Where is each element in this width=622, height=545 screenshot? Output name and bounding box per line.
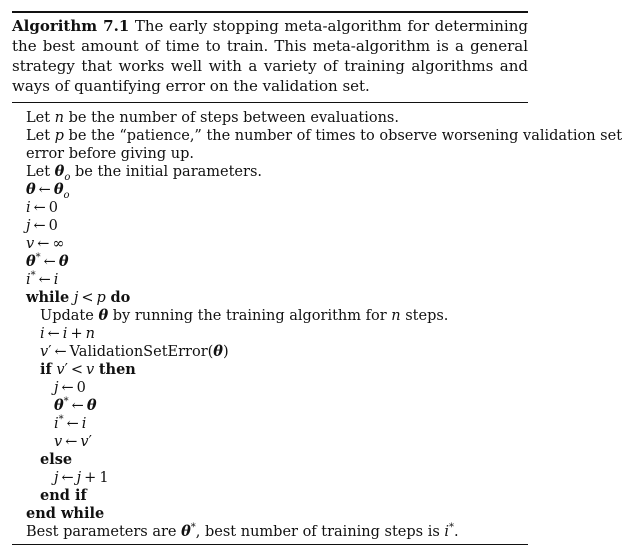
var-j: j (54, 470, 59, 486)
theta-symbol: θ (98, 307, 109, 324)
arrow: ← (43, 254, 56, 270)
text: . (454, 524, 459, 540)
line-let-theta (26, 163, 528, 181)
text: error before giving up. (26, 146, 195, 162)
plus: + (84, 470, 97, 486)
var-v: v (56, 362, 65, 378)
theta-symbol: θ (213, 343, 223, 360)
theta-symbol: θ (54, 163, 65, 180)
arrow: ← (65, 434, 78, 450)
line-let-p-cont (26, 145, 528, 163)
var-i: i (54, 416, 59, 432)
prime: ′ (88, 434, 92, 450)
line-j-increment (26, 469, 528, 487)
arrow: ← (66, 416, 79, 432)
line-j-init (26, 217, 528, 235)
var-v: v (86, 362, 95, 378)
arrow: ← (33, 218, 46, 234)
prime: ′ (48, 344, 52, 360)
arrow: ← (38, 272, 51, 288)
var-v: v (54, 434, 63, 450)
theta-symbol: θ (53, 181, 64, 198)
line-v-init (26, 235, 528, 253)
line-validation (26, 343, 528, 361)
caption-text: The early stopping meta-algorithm for determining the best amount of time to train. This meta-algorithm is a general strategy that works well with a variety of training algorithms and ways of quantifying error on the validation set. (12, 17, 528, 95)
text: steps. (400, 308, 449, 324)
theta-symbol: θ (26, 181, 36, 198)
line-i-init (26, 199, 528, 217)
subscript-o: o (63, 189, 70, 201)
less-than: < (70, 362, 84, 378)
theta-symbol: θ (54, 397, 64, 414)
text: be the “patience,” the number of times to observe worsening validation set (63, 128, 622, 144)
var-n: n (391, 308, 401, 324)
text: be the initial parameters. (70, 164, 262, 180)
theta-symbol: θ (26, 253, 36, 270)
star: * (449, 522, 455, 534)
line-if (26, 361, 528, 379)
keyword-while: while (26, 289, 70, 306)
var-j: j (73, 290, 79, 306)
line-best (26, 523, 528, 541)
var-i: i (81, 416, 87, 432)
line-theta-star-init (26, 253, 528, 271)
arrow: ← (61, 470, 74, 486)
star: * (63, 396, 69, 408)
text: be the number of steps between evaluations. (64, 110, 399, 126)
line-update (26, 307, 528, 325)
var-i: i (40, 326, 45, 342)
zero: 0 (48, 218, 58, 234)
close-paren: ) (222, 344, 229, 360)
var-v: v (80, 434, 89, 450)
prime: ′ (64, 362, 68, 378)
var-p: p (96, 290, 106, 306)
theta-symbol: θ (58, 253, 69, 270)
var-i: i (26, 272, 31, 288)
arrow: ← (54, 344, 67, 360)
text: Let (26, 164, 55, 180)
var-i: i (444, 524, 450, 540)
text: Update (40, 308, 99, 324)
var-v: v (40, 344, 49, 360)
star: * (30, 270, 36, 282)
var-v: v (26, 236, 35, 252)
var-j: j (26, 218, 31, 234)
validation-function: ValidationSetError( (69, 344, 214, 360)
algorithm-box (12, 11, 622, 545)
arrow: ← (38, 182, 51, 198)
text: , best number of training steps is (195, 524, 445, 540)
one: 1 (99, 470, 109, 486)
line-theta-star-update (26, 397, 528, 415)
plus: + (70, 326, 83, 342)
var-n: n (54, 110, 64, 126)
line-end-while (26, 505, 528, 523)
keyword-end-while: end while (26, 505, 105, 522)
arrow: ← (47, 326, 60, 342)
line-end-if (26, 487, 528, 505)
arrow: ← (33, 200, 46, 216)
arrow: ← (71, 398, 84, 414)
var-i: i (62, 326, 68, 342)
keyword-do: do (110, 289, 131, 306)
line-let-p (26, 127, 622, 145)
line-v-update (26, 433, 528, 451)
zero: 0 (76, 380, 86, 396)
star: * (190, 522, 196, 534)
line-i-star-update (26, 415, 528, 433)
theta-symbol: θ (181, 523, 191, 540)
arrow: ← (61, 380, 74, 396)
var-j: j (54, 380, 59, 396)
subscript-o: o (64, 171, 71, 183)
var-n: n (85, 326, 95, 342)
theta-symbol: θ (86, 397, 97, 414)
line-let-n (26, 109, 528, 127)
infinity: ∞ (52, 236, 65, 252)
var-i: i (26, 200, 31, 216)
keyword-if: if (40, 361, 52, 378)
line-i-increment (26, 325, 528, 343)
zero: 0 (48, 200, 59, 216)
line-j-reset (26, 379, 528, 397)
text: Let (26, 128, 55, 144)
text: by running the training algorithm for (108, 308, 392, 324)
algorithm-body (12, 103, 622, 541)
arrow: ← (37, 236, 50, 252)
line-i-star-init (26, 271, 528, 289)
line-else (26, 451, 528, 469)
keyword-end-if: end if (40, 487, 87, 504)
line-theta-init (26, 181, 528, 199)
line-while (26, 289, 528, 307)
algorithm-label: Algorithm 7.1 (12, 17, 130, 35)
keyword-then: then (98, 361, 136, 378)
less-than: < (81, 290, 94, 306)
algorithm-caption (12, 13, 528, 100)
var-j: j (76, 470, 82, 486)
star: * (35, 252, 41, 264)
text: Best parameters are (26, 524, 182, 540)
keyword-else: else (40, 451, 73, 468)
star: * (58, 414, 64, 426)
text: Let (26, 110, 55, 126)
var-p: p (54, 128, 64, 144)
var-i: i (53, 272, 59, 288)
